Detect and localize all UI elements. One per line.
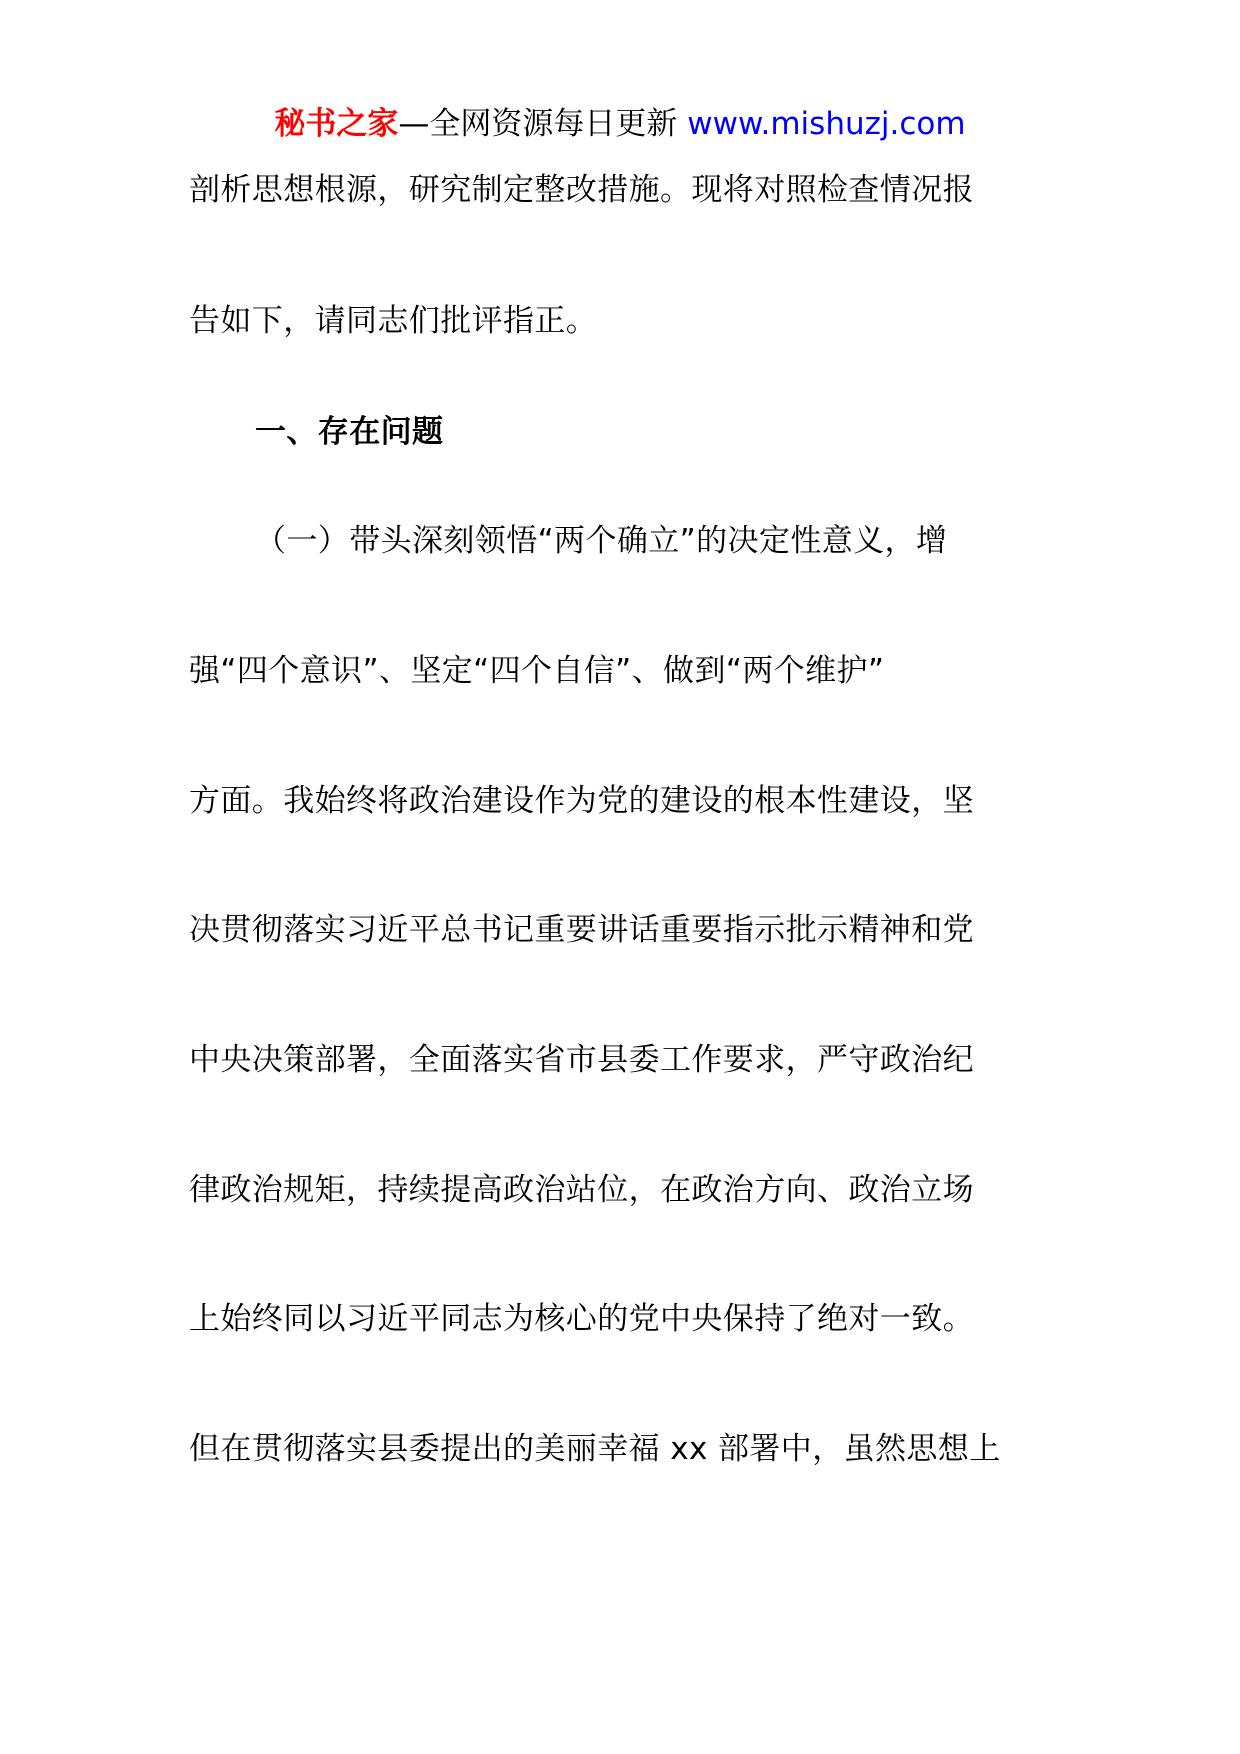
site-url-link[interactable]: www.mishuzj.com xyxy=(687,106,966,142)
paragraph-line: 告如下，请同志们批评指正。 xyxy=(189,303,598,339)
paragraph-line: 剖析思想根源，研究制定整改措施。现将对照检查情况报 xyxy=(189,172,974,208)
paragraph-line: 强“四个意识”、坚定“四个自信”、做到“两个维护” xyxy=(189,653,885,689)
paragraph-line: 方面。我始终将政治建设作为党的建设的根本性建设，坚 xyxy=(189,783,974,819)
site-header xyxy=(0,100,1240,148)
section-heading: 一、存在问题 xyxy=(255,414,444,450)
paragraph-line: （一）带头深刻领悟“两个确立”的决定性意义，增 xyxy=(255,523,948,559)
paragraph-line: 律政治规矩，持续提高政治站位，在政治方向、政治立场 xyxy=(189,1172,974,1208)
header-tagline: —全网资源每日更新 xyxy=(398,106,688,142)
brand-name: 秘书之家 xyxy=(274,106,399,142)
paragraph-line: 上始终同以习近平同志为核心的党中央保持了绝对一致。 xyxy=(189,1301,974,1337)
paragraph-line: 中央决策部署，全面落实省市县委工作要求，严守政治纪 xyxy=(189,1042,974,1078)
paragraph-line: 但在贯彻落实县委提出的美丽幸福 xx 部署中，虽然思想上 xyxy=(189,1431,1001,1467)
paragraph-line: 决贯彻落实习近平总书记重要讲话重要指示批示精神和党 xyxy=(189,912,974,948)
